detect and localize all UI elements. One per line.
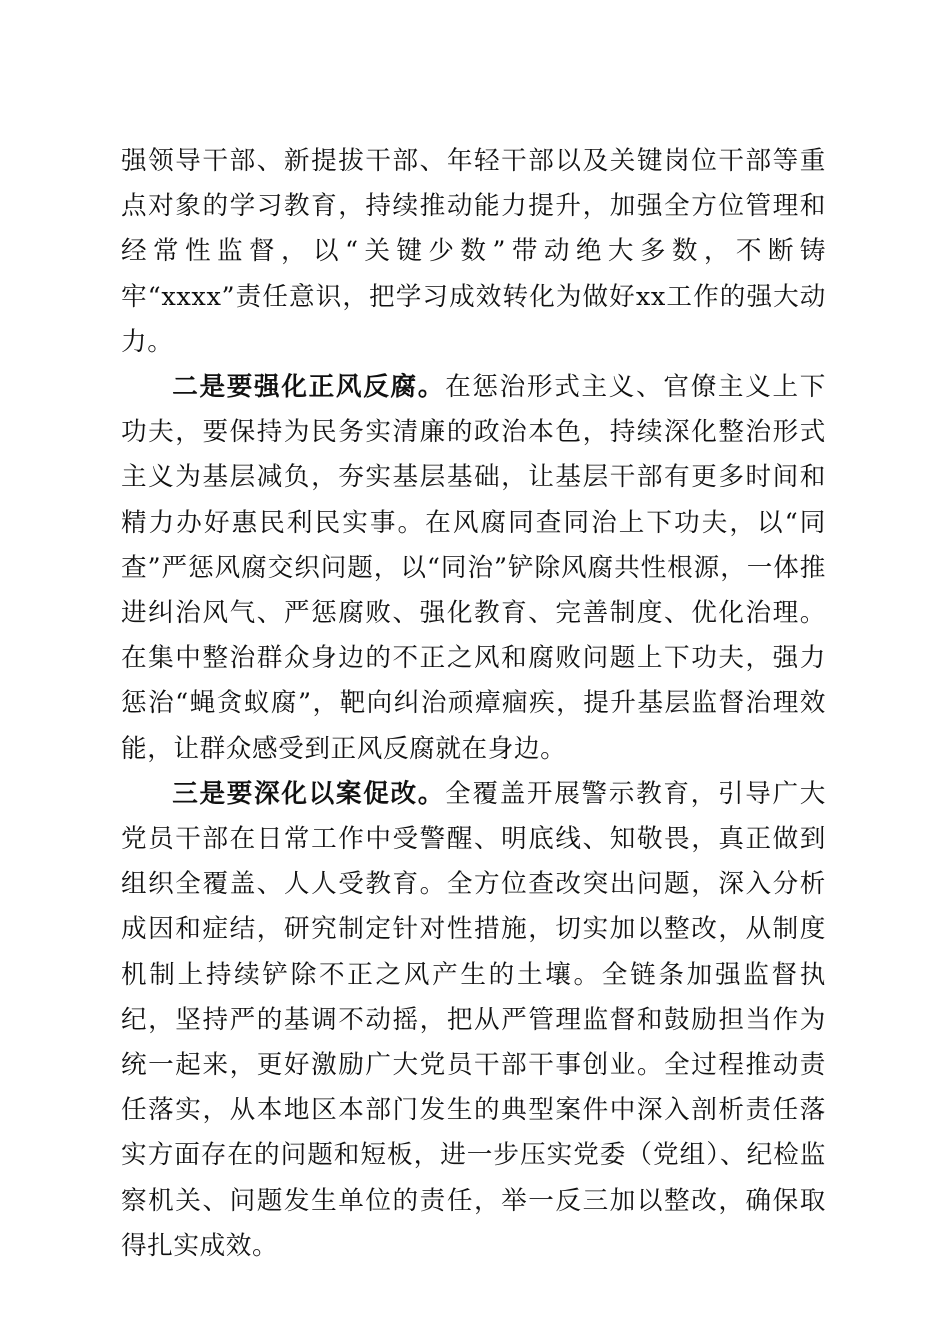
paragraph-case-reform	[121, 772, 826, 1269]
paragraph-lead: 三是要深化以案促改。	[172, 778, 446, 809]
paragraph-continuation	[121, 139, 826, 365]
paragraph-lead: 二是要强化正风反腐。	[172, 372, 446, 403]
paragraph-body: 全覆盖开展警示教育，引导广大党员干部在日常工作中受警醒、明底线、知敬畏，真正做到组织全覆盖、人人受教育。全方位查改突出问题，深入分析成因和症结，研究制定针对性措施，切实加以整改，从制度机制上持续铲除不正之风产生的土壤。全链条加强监督执纪，坚持严的基调不动摇，把从严管理监督和鼓励担当作为统一起来，更好激励广大党员干部干事创业。全过程推动责任落实，从本地区本部门发生的典型案件中深入剖析责任落实方面存在的问题和短板，进一步压实党委（党组）、纪检监察机关、问题发生单位的责任，举一反三加以整改，确保取得扎实成效。	[121, 778, 826, 1261]
paragraph-anti-corruption	[121, 365, 826, 772]
paragraph-body: 在惩治形式主义、官僚主义上下功夫，要保持为民务实清廉的政治本色，持续深化整治形式主义为基层减负，夯实基层基础，让基层干部有更多时间和精力办好惠民利民实事。在风腐同查同治上下功夫，以“同查”严惩风腐交织问题，以“同治”铲除风腐共性根源，一体推进纠治风气、严惩腐败、强化教育、完善制度、优化治理。在集中整治群众身边的不正之风和腐败问题上下功夫，强力惩治“蝇贪蚁腐”，靶向纠治顽瘴痼疾，提升基层监督治理效能，让群众感受到正风反腐就在身边。	[121, 372, 826, 764]
document-body	[121, 139, 826, 1269]
paragraph-body: 强领导干部、新提拔干部、年轻干部以及关键岗位干部等重点对象的学习教育，持续推动能力提升，加强全方位管理和经常性监督，以“关键少数”带动绝大多数，不断铸牢“xxxx”责任意识，把学习成效转化为做好xx工作的强大动力。	[121, 146, 826, 357]
